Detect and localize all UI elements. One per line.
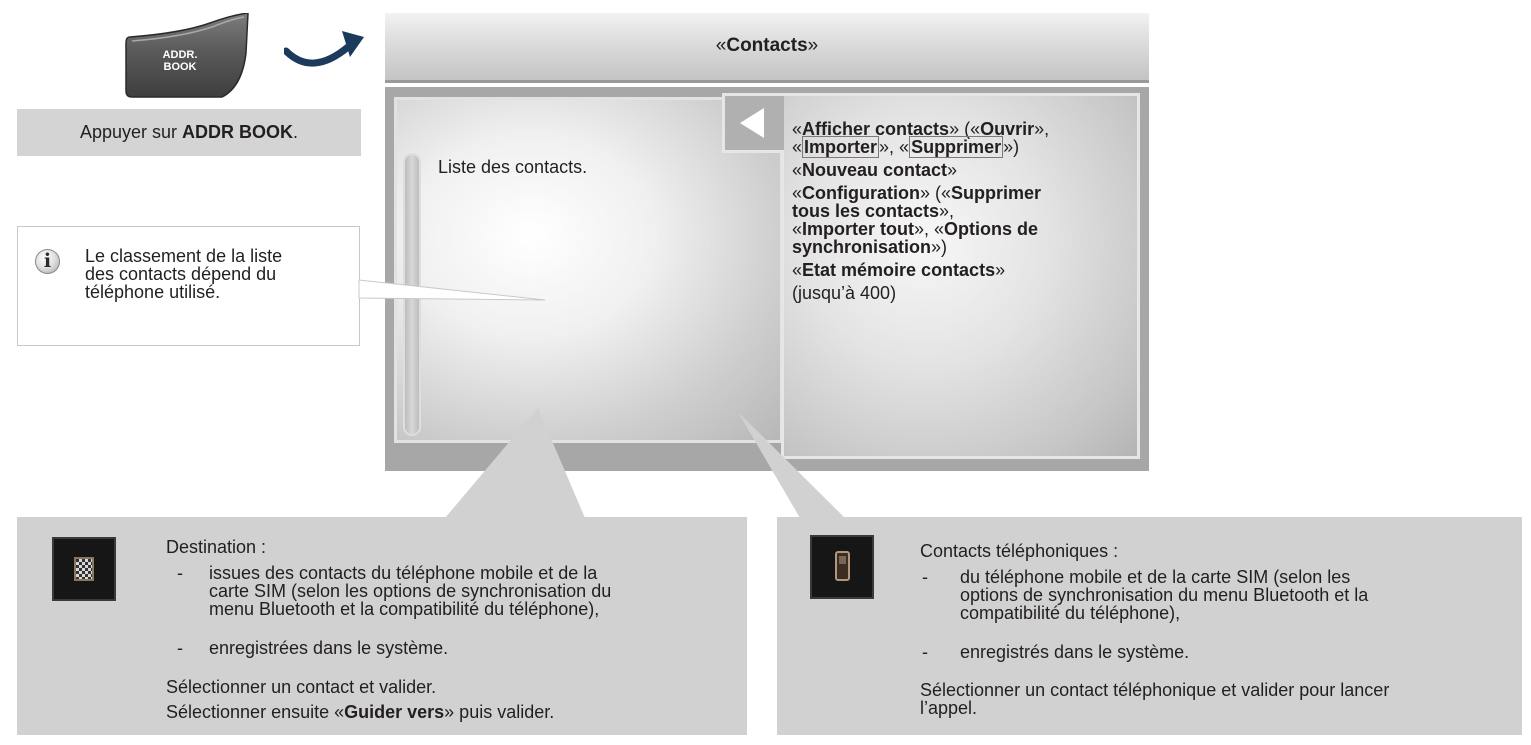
menu-item-configuration[interactable]	[792, 184, 1132, 202]
quote: »)	[931, 237, 948, 257]
checkered-flag-icon	[52, 537, 116, 601]
screen-title-quote-close: »	[807, 35, 819, 56]
bullet-dash: -	[177, 638, 183, 658]
screen-title-text: Contacts	[726, 35, 808, 56]
phone-contacts-item: enregistrés dans le système.	[960, 642, 1190, 662]
destination-title: Destination :	[166, 537, 267, 557]
text: Sélectionner ensuite «	[166, 702, 345, 722]
quote: »)	[1003, 137, 1020, 157]
menu-option: tous les contacts	[792, 201, 940, 221]
text-line: du téléphone mobile et de la carte SIM (selon les	[960, 567, 1351, 587]
phone-contacts-instruction	[920, 681, 1510, 717]
info-icon: i	[35, 249, 60, 274]
quote: », «	[914, 219, 945, 239]
mobile-phone-icon	[810, 535, 874, 599]
info-note-line: Le classement de la liste	[85, 246, 283, 266]
quote: » («	[949, 119, 981, 139]
bullet-dash: -	[922, 642, 928, 662]
quote: » («	[920, 183, 952, 203]
quote: »	[995, 260, 1006, 280]
instruction-suffix: .	[293, 122, 299, 142]
text-line: carte SIM (selon les options de synchronisation du	[209, 581, 612, 601]
info-note-line: des contacts dépend du	[85, 264, 277, 284]
text-line: l’appel.	[920, 698, 978, 718]
menu-item-configuration-cont	[792, 220, 1132, 238]
text-line: options de synchronisation du menu Bluetooth et la	[960, 585, 1369, 605]
destination-item	[209, 564, 729, 618]
quote: »,	[1034, 119, 1050, 139]
text-line: Sélectionner un contact téléphonique et valider pour lancer	[920, 680, 1390, 700]
phone-contacts-title: Contacts téléphoniques :	[920, 541, 1119, 561]
text-line: issues des contacts du téléphone mobile et de la	[209, 563, 598, 583]
menu-item-new-contact[interactable]	[792, 161, 1132, 179]
menu-option: Afficher contacts	[802, 119, 950, 139]
guide-to-option: Guider vers	[344, 702, 445, 722]
destination-instruction	[166, 703, 554, 721]
instruction-box	[17, 109, 361, 156]
destination-item: enregistrées dans le système.	[209, 638, 449, 658]
menu-option: Etat mémoire contacts	[802, 260, 996, 280]
menu-item-configuration-cont	[792, 202, 1132, 220]
contacts-menu	[792, 120, 1132, 302]
quote: «	[792, 183, 803, 203]
screen-title-quote-open: «	[715, 35, 727, 56]
menu-option: synchronisation	[792, 237, 932, 257]
back-arrow-icon	[740, 108, 764, 138]
text-line: menu Bluetooth et la compatibilité du téléphone),	[209, 599, 600, 619]
quote: »	[947, 160, 958, 180]
menu-option: Options de	[944, 219, 1039, 239]
list-scrollbar[interactable]	[403, 153, 421, 436]
menu-option: Supprimer	[911, 137, 1002, 157]
quote: «	[792, 119, 803, 139]
instruction-key-name: ADDR BOOK	[182, 122, 294, 142]
menu-item-configuration-cont	[792, 238, 1132, 256]
menu-option: Supprimer	[951, 183, 1042, 203]
quote: »,	[939, 201, 955, 221]
info-note-text	[85, 247, 350, 301]
addr-book-key-label: ADDR. BOOK	[162, 49, 198, 73]
menu-option: Configuration	[802, 183, 920, 203]
destination-instruction: Sélectionner un contact et valider.	[166, 677, 437, 697]
quote: », «	[879, 137, 910, 157]
instruction-prefix: Appuyer sur	[79, 122, 183, 142]
curved-arrow-icon	[284, 25, 364, 85]
text-line: compatibilité du téléphone),	[960, 603, 1181, 623]
menu-option: Ouvrir	[980, 119, 1035, 139]
bullet-dash: -	[177, 563, 183, 583]
quote: «	[792, 219, 803, 239]
text: » puis valider.	[444, 702, 555, 722]
menu-item-memory-note: (jusqu’à 400)	[792, 283, 897, 303]
menu-option: Importer tout	[802, 219, 915, 239]
phone-contacts-item	[960, 568, 1500, 622]
menu-item-show-contacts-cont	[792, 138, 1132, 156]
quote: «	[792, 137, 803, 157]
screen-title	[385, 35, 1149, 57]
quote: «	[792, 260, 803, 280]
menu-option: Importer	[804, 137, 878, 157]
menu-option: Nouveau contact	[802, 160, 948, 180]
contact-list-label: Liste des contacts.	[438, 157, 588, 177]
quote: «	[792, 160, 803, 180]
bullet-dash: -	[922, 567, 928, 587]
info-note-line: téléphone utilisé.	[85, 282, 221, 302]
menu-item-memory-state[interactable]	[792, 261, 1132, 279]
